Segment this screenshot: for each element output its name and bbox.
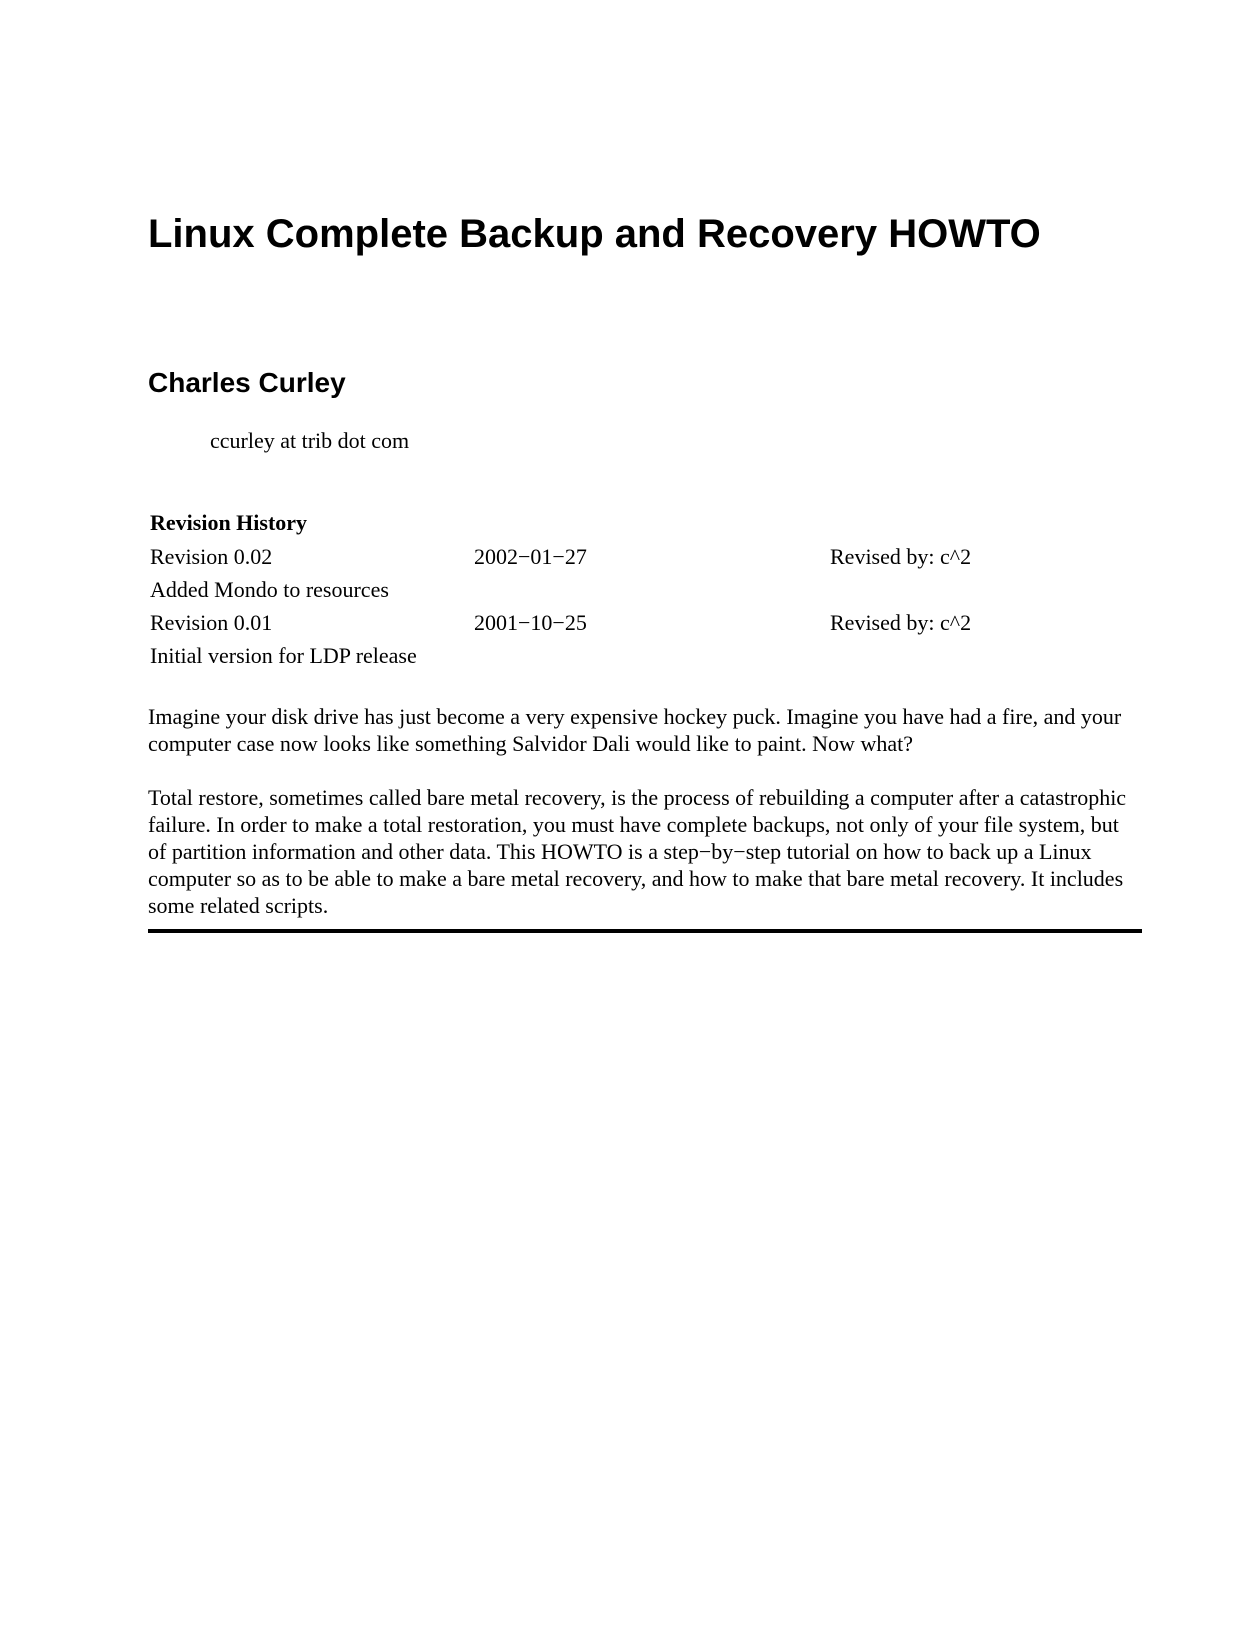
revision-history-heading: Revision History — [150, 510, 308, 535]
revision-row — [150, 610, 1130, 643]
revision-number: Revision 0.02 — [150, 544, 273, 569]
abstract-paragraph: Total restore, sometimes called bare metal recovery, is the process of rebuilding a computer after a catastrophic failure. In order to make a total restoration, you must have complete backups, not only of your file system, but of partition information and other data. This HOWTO is a step−by−step tutorial on how to back up a Linux computer so as to be able to make a bare metal recovery, and how to make that bare metal recovery. It includes some related scripts. — [148, 785, 1127, 918]
abstract — [148, 703, 1138, 946]
revision-date: 2002−01−27 — [474, 544, 587, 569]
author-email: ccurley at trib dot com — [210, 428, 410, 453]
revision-row — [150, 544, 1130, 577]
revision-history — [150, 510, 1130, 676]
document-title: Linux Complete Backup and Recovery HOWTO — [148, 212, 1041, 256]
revision-number: Revision 0.01 — [150, 610, 273, 635]
revision-note: Added Mondo to resources — [150, 577, 389, 602]
revision-author: Revised by: c^2 — [830, 544, 972, 569]
revision-note: Initial version for LDP release — [150, 643, 417, 668]
horizontal-rule — [148, 929, 1142, 933]
author-name: Charles Curley — [148, 367, 346, 398]
abstract-paragraph: Imagine your disk drive has just become a very expensive hockey puck. Imagine you have had a fire, and your computer case now looks like something Salvidor Dali would like to paint. Now what? — [148, 704, 1122, 756]
revision-author: Revised by: c^2 — [830, 610, 972, 635]
revision-date: 2001−10−25 — [474, 610, 587, 635]
